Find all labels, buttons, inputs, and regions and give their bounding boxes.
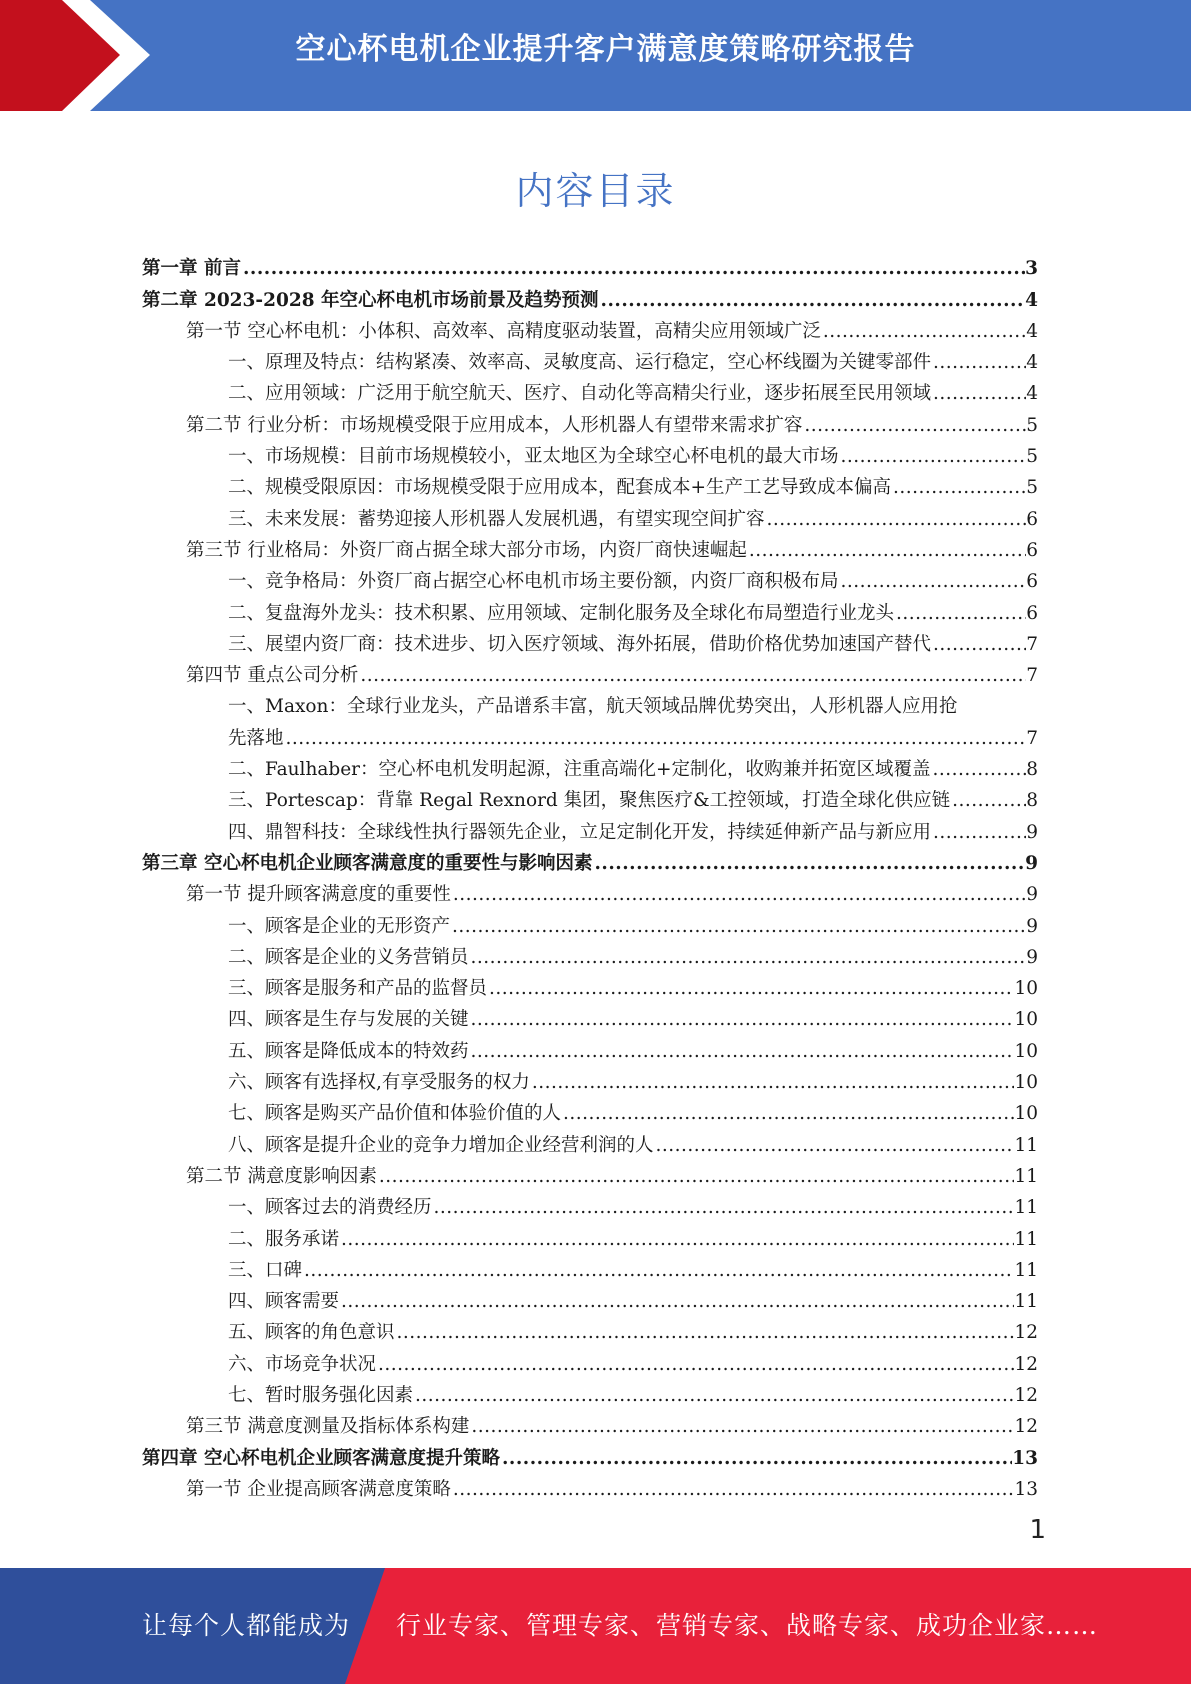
toc-entry[interactable] xyxy=(142,409,1038,440)
toc-entry-page: 10 xyxy=(1014,1040,1038,1062)
toc-entry[interactable] xyxy=(142,1098,1038,1129)
toc-dot-leader xyxy=(469,1411,1014,1442)
toc-entry-page: 6 xyxy=(1026,539,1038,561)
toc-entry[interactable] xyxy=(142,973,1038,1004)
toc-entry-page: 12 xyxy=(1014,1353,1038,1375)
toc-entry-label: 四、顾客是生存与发展的关键 xyxy=(228,1009,469,1031)
toc-entry[interactable] xyxy=(142,1348,1038,1379)
toc-dot-leader xyxy=(451,1474,1015,1505)
toc-title: 内容目录 xyxy=(515,169,676,213)
toc-entry-label: 六、市场竞争状况 xyxy=(228,1353,377,1375)
toc-entry-page: 9 xyxy=(1026,821,1038,843)
toc-entry[interactable] xyxy=(142,253,1038,284)
toc-entry[interactable] xyxy=(142,660,1038,691)
toc-entry-label: 第一节 企业提高顾客满意度策略 xyxy=(186,1478,451,1500)
toc-dot-leader xyxy=(592,848,1025,879)
toc-entry[interactable] xyxy=(142,1474,1038,1505)
toc-entry[interactable] xyxy=(142,848,1038,879)
toc-entry[interactable] xyxy=(142,754,1038,785)
toc-dot-leader xyxy=(500,1443,1012,1474)
toc-entry-label: 第四节 重点公司分析 xyxy=(186,665,359,687)
toc-entry-label: 二、复盘海外龙头：技术积累、应用领域、定制化服务及全球化布局塑造行业龙头 xyxy=(228,602,895,624)
toc-dot-leader xyxy=(931,754,1027,785)
toc-dot-leader xyxy=(839,566,1027,597)
toc-entry-label: 一、市场规模：目前市场规模较小，亚太地区为全球空心杯电机的最大市场 xyxy=(228,446,839,468)
toc-dot-leader xyxy=(487,973,1014,1004)
toc-entry-label: 三、展望内资厂商：技术进步、切入医疗领域、海外拓展，借助价格优势加速国产替代 xyxy=(228,633,932,655)
toc-dot-leader xyxy=(339,1224,1014,1255)
toc-entry-label: 一、顾客是企业的无形资产 xyxy=(228,915,451,937)
toc-dot-leader xyxy=(451,879,1026,910)
toc-entry[interactable] xyxy=(142,1223,1038,1254)
toc-entry[interactable] xyxy=(142,816,1038,847)
toc-dot-leader xyxy=(931,347,1026,378)
toc-dot-leader xyxy=(376,1349,1014,1380)
toc-entry-page: 3 xyxy=(1025,258,1038,280)
toc-entry-page: 7 xyxy=(1026,665,1038,687)
toc-entry-page: 4 xyxy=(1026,383,1038,405)
toc-entry-label: 第三章 空心杯电机企业顾客满意度的重要性与影响因素 xyxy=(142,852,593,874)
toc-entry-label: 第一节 提升顾客满意度的重要性 xyxy=(186,884,451,906)
toc-entry[interactable] xyxy=(142,1161,1038,1192)
toc-entry-page: 9 xyxy=(1026,915,1038,937)
toc-entry-page: 6 xyxy=(1026,508,1038,530)
toc-entry-label: 第四章 空心杯电机企业顾客满意度提升策略 xyxy=(142,1447,500,1469)
toc-dot-leader xyxy=(802,410,1026,441)
toc-entry[interactable] xyxy=(142,785,1038,816)
footer-slogan-right: 行业专家、管理专家、营销专家、战略专家、成功企业家…… xyxy=(396,1611,1099,1640)
toc-entry[interactable] xyxy=(142,535,1038,566)
toc-entry[interactable] xyxy=(142,1035,1038,1066)
toc-entry-page: 11 xyxy=(1014,1134,1038,1156)
toc-entry-page: 12 xyxy=(1014,1416,1038,1438)
toc-entry-page: 10 xyxy=(1014,1009,1038,1031)
toc-dot-leader xyxy=(931,817,1026,848)
toc-dot-leader xyxy=(950,785,1026,816)
toc-entry-page: 10 xyxy=(1014,1072,1038,1094)
toc-dot-leader xyxy=(765,504,1027,535)
toc-dot-leader xyxy=(469,1004,1015,1035)
toc-entry-label: 第三节 行业格局：外资厂商占据全球大部分市场，内资厂商快速崛起 xyxy=(186,539,747,561)
toc-entry-label: 一、竞争格局：外资厂商占据空心杯电机市场主要份额，内资厂商积极布局 xyxy=(228,571,839,593)
report-title: 空心杯电机企业提升客户满意度策略研究报告 xyxy=(295,32,916,67)
toc-dot-leader xyxy=(931,378,1026,409)
toc-entry-page: 6 xyxy=(1026,602,1038,624)
toc-entry-page: 12 xyxy=(1014,1322,1038,1344)
toc-entry-label: 六、顾客有选择权,有享受服务的权力 xyxy=(228,1072,530,1094)
toc-dot-leader xyxy=(821,316,1026,347)
toc-entry[interactable] xyxy=(142,566,1038,597)
toc-entry-page: 12 xyxy=(1014,1384,1038,1406)
toc-entry-label: 第一节 空心杯电机：小体积、高效率、高精度驱动装置，高精尖应用领域广泛 xyxy=(186,320,821,342)
toc-entry-page: 11 xyxy=(1014,1228,1038,1250)
toc-entry-label: 一、顾客过去的消费经历 xyxy=(228,1197,432,1219)
toc-entry-page: 13 xyxy=(1012,1447,1038,1469)
toc-dot-leader xyxy=(241,253,1025,284)
toc-entry-label: 先落地 xyxy=(228,727,284,749)
toc-entry[interactable] xyxy=(142,378,1038,409)
toc-entry-page: 10 xyxy=(1014,1103,1038,1125)
toc-entry[interactable] xyxy=(142,942,1038,973)
toc-entry[interactable] xyxy=(142,910,1038,941)
toc-entry[interactable] xyxy=(142,1380,1038,1411)
toc-entry-label: 二、Faulhaber：空心杯电机发明起源，注重高端化+定制化，收购兼并拓宽区域覆盖 xyxy=(228,759,931,781)
toc-entry-label: 一、Maxon：全球行业龙头，产品谱系丰富，航天领域品牌优势突出，人形机器人应用抢 xyxy=(228,696,958,718)
toc-entry-label: 二、顾客是企业的义务营销员 xyxy=(228,946,469,968)
toc-entry[interactable] xyxy=(142,1411,1038,1442)
toc-dot-leader xyxy=(530,1067,1015,1098)
toc-entry-label: 二、应用领域：广泛用于航空航天、医疗、自动化等高精尖行业，逐步拓展至民用领域 xyxy=(228,383,932,405)
toc-entry-page: 10 xyxy=(1014,978,1038,1000)
toc-entry[interactable] xyxy=(142,1286,1038,1317)
toc-entry-page: 11 xyxy=(1014,1165,1038,1187)
toc-dot-leader xyxy=(654,1130,1015,1161)
toc-entry-page: 8 xyxy=(1026,790,1038,812)
header-banner xyxy=(0,0,1191,111)
footer-banner xyxy=(0,1568,1191,1684)
toc-entry-label: 二、规模受限原因：市场规模受限于应用成本，配套成本+生产工艺导致成本偏高 xyxy=(228,477,892,499)
toc-entry-page: 13 xyxy=(1014,1478,1038,1500)
toc-entry-label: 三、顾客是服务和产品的监督员 xyxy=(228,978,488,1000)
toc-dot-leader xyxy=(413,1380,1014,1411)
page-number: 1 xyxy=(1029,1515,1046,1545)
toc-entry-label: 四、顾客需要 xyxy=(228,1291,340,1313)
toc-entry-page: 7 xyxy=(1026,727,1038,749)
toc-entry[interactable] xyxy=(142,1442,1038,1473)
toc-entry[interactable] xyxy=(142,629,1038,660)
toc-entry[interactable] xyxy=(142,1255,1038,1286)
toc-entry-label: 五、顾客的角色意识 xyxy=(228,1322,395,1344)
toc-entry-page: 5 xyxy=(1026,477,1038,499)
toc-entry-page: 9 xyxy=(1026,946,1038,968)
toc-entry-page: 9 xyxy=(1026,884,1038,906)
toc-entry-page: 11 xyxy=(1014,1197,1038,1219)
toc-entry[interactable] xyxy=(142,472,1038,503)
toc-entry-label: 第二章 2023-2028 年空心杯电机市场前景及趋势预测 xyxy=(142,289,599,311)
toc-entry[interactable] xyxy=(142,879,1038,910)
toc-entry[interactable] xyxy=(142,1004,1038,1035)
toc-entry-label: 七、顾客是购买产品价值和体验价值的人 xyxy=(228,1103,562,1125)
toc-entry-label: 三、口碑 xyxy=(228,1259,303,1281)
toc-entry[interactable] xyxy=(142,316,1038,347)
toc-dot-leader xyxy=(469,942,1027,973)
toc-entry-label: 七、暂时服务强化因素 xyxy=(228,1384,414,1406)
toc-dot-leader xyxy=(891,472,1026,503)
toc-entry[interactable] xyxy=(142,1129,1038,1160)
toc-dot-leader xyxy=(747,535,1026,566)
toc-entry-label: 第三节 满意度测量及指标体系构建 xyxy=(186,1416,470,1438)
toc-dot-leader xyxy=(450,911,1026,942)
toc-entry[interactable] xyxy=(142,691,1038,722)
toc-entry[interactable] xyxy=(142,347,1038,378)
toc-entry-label: 三、Portescap：背靠 Regal Rexnord 集团，聚焦医疗&工控领域，打造全球化供应链 xyxy=(228,790,951,812)
toc-entry-label: 四、鼎智科技：全球线性执行器领先企业，立足定制化开发，持续延伸新产品与新应用 xyxy=(228,821,932,843)
toc-entry-label: 第二节 行业分析：市场规模受限于应用成本，人形机器人有望带来需求扩容 xyxy=(186,414,803,436)
toc-entry-page: 4 xyxy=(1026,352,1038,374)
toc-entry[interactable] xyxy=(142,722,1038,753)
toc-entry-page: 4 xyxy=(1026,320,1038,342)
toc-entry[interactable] xyxy=(142,284,1038,315)
toc-dot-leader xyxy=(395,1317,1015,1348)
toc-dot-leader xyxy=(931,629,1026,660)
toc-dot-leader xyxy=(894,598,1026,629)
toc-dot-leader xyxy=(284,723,1027,754)
toc-entry[interactable] xyxy=(142,1067,1038,1098)
toc-entry-label: 第一章 前言 xyxy=(142,258,241,280)
toc-entry[interactable] xyxy=(142,1317,1038,1348)
toc-dot-leader xyxy=(339,1286,1014,1317)
toc-entry[interactable] xyxy=(142,441,1038,472)
toc-entry-page: 5 xyxy=(1026,446,1038,468)
toc-entry-label: 一、原理及特点：结构紧凑、效率高、灵敏度高、运行稳定，空心杯线圈为关键零部件 xyxy=(228,352,932,374)
toc-entry-page: 8 xyxy=(1026,759,1038,781)
toc-entry-page: 4 xyxy=(1025,289,1038,311)
toc-entry-page: 5 xyxy=(1026,414,1038,436)
toc-entry-page: 6 xyxy=(1026,571,1038,593)
toc-entry-page: 9 xyxy=(1025,852,1038,874)
toc-dot-leader xyxy=(358,660,1026,691)
toc-dot-leader xyxy=(839,441,1027,472)
toc-entry-page: 11 xyxy=(1014,1291,1038,1313)
toc-entry-label: 三、未来发展：蓄势迎接人形机器人发展机遇，有望实现空间扩容 xyxy=(228,508,765,530)
toc-entry-page: 7 xyxy=(1026,633,1038,655)
footer-slogan-left: 让每个人都能成为 xyxy=(142,1611,351,1640)
toc-dot-leader xyxy=(377,1161,1015,1192)
toc-entry-label: 第二节 满意度影响因素 xyxy=(186,1165,377,1187)
toc-entry-label: 八、顾客是提升企业的竞争力增加企业经营利润的人 xyxy=(228,1134,654,1156)
toc-entry-label: 二、服务承诺 xyxy=(228,1228,340,1250)
toc-entry-label: 五、顾客是降低成本的特效药 xyxy=(228,1040,469,1062)
toc-entry[interactable] xyxy=(142,503,1038,534)
toc-dot-leader xyxy=(469,1036,1015,1067)
toc-dot-leader xyxy=(302,1255,1014,1286)
toc-entry[interactable] xyxy=(142,597,1038,628)
toc-entry[interactable] xyxy=(142,1192,1038,1223)
table-of-contents xyxy=(142,253,1038,1505)
toc-entry-page: 11 xyxy=(1014,1259,1038,1281)
toc-dot-leader xyxy=(432,1192,1015,1223)
toc-dot-leader xyxy=(599,285,1026,316)
toc-dot-leader xyxy=(561,1098,1014,1129)
